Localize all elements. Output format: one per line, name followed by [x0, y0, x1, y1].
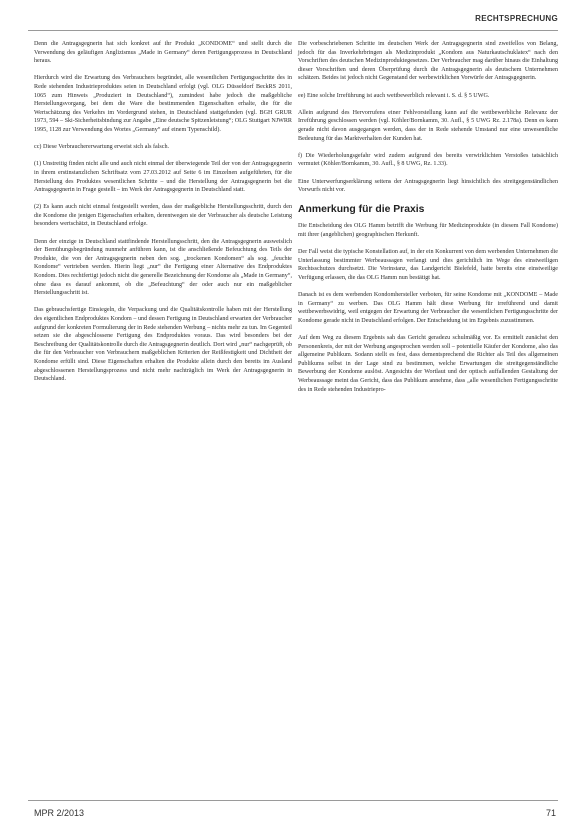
section-label: RECHTSPRECHUNG — [475, 14, 558, 23]
paragraph: Eine Unterwerfungserklärung seitens der Antragsgegnerin liegt hinsichtlich des streitgegenständlichen Vorwurfs nicht vor. — [298, 178, 558, 194]
right-column — [298, 40, 558, 403]
page-header — [0, 0, 580, 34]
paragraph: ee) Eine solche Irreführung ist auch wettbewerblich relevant i. S. d. § 5 UWG. — [298, 92, 490, 99]
paragraph: Denn der einzige in Deutschland stattfindende Herstellungsschritt, den die Antragsgegnerin ausweislich der Bemühungsbegründung nunmehr anführen kann, ist die anschließende Befeuchtung des Teils der Produkte, die von der Antragsgegnerin neben den sog. „trockenen Kondomen“ als sog. „feuchte Kondome“ vertrieben werden. Hierin liegt „nur“ die Fertigung einer Alternative des Endproduktes Kondom. Dies rechtfertigt jedoch nicht die generelle Bezeichnung der Kondome als „Made in Germany“, ohne dass es darauf ankommt, ob die „Befeuchtung“ der oder auch nur ein maßgeblicher Herstellungsschritt ist. — [34, 238, 292, 297]
paragraph: Allein aufgrund des Hervorrufens einer Fehlvorstellung kann auf die wettbewerbliche Relevanz der Irreführung geschlossen werden (vgl. Köhler/Bornkamm, 30. Aufl., § 5 UWG Rz. 2.178a). Denn es kann gerade nicht davon ausgegangen werden, dass der in Rede stehende Umstand nur eine unwesentliche Bedeutung für das Marktverhalten der Kunden hat. — [298, 109, 558, 142]
footer-rule — [28, 800, 558, 801]
paragraph: Danach ist es dem werbenden Kondomhersteller verboten, für seine Kondome mit „KONDOME – Made in Germany“ zu werben. Das OLG Hamm hält diese Werbung für irreführend und damit wettbewerbswidrig, weil entgegen der Erwartung der Verbraucher die wesentlichen Fertigungsschritte der Kondome gerade nicht in Deutschland erfolgen. Der Entscheidung ist im Ergebnis zuzustimmen. — [298, 292, 558, 324]
paragraph: (1) Unstreitig finden nicht alle und auch nicht einmal der überwiegende Teil der von der Antragsgegnerin in ihrem erstinstanzlichen Schriftsatz vom 27.03.2012 auf Seite 6 im Einzelnen aufgeführten, für die Herstellung des Produktes wesentlichen Schritte – und die Herstellung der Antragsgegnerin bei die Antragsgegnerin in Frage gestellt – im Werk der Antragsgegnerin in Deutschland statt. — [34, 161, 292, 194]
paragraph: Das gebrauchsfertige Einsiegeln, die Verpackung und die Qualitätskontrolle haben mit der Herstellung des eigentlichen Endproduktes Kondom – und dessen Fertigung in Deutschland erwarten der Verbraucher aufgrund der konkreten Formulierung der in Rede stehenden Werbung – nichts mehr zu tun. Im Gegenteil setzen sie die abgeschlossene Fertigung des Endproduktes voraus. Das wird besonders bei der Beschreibung der Qualitätskontrolle durch die Antragsgegnerin deutlich. Dort wird „nur“ nachgeprüft, ob die für den Verbraucher von Verbrauchern maßgeblichen Kriterien der Reißfestigkeit und Dichtheit der Kondome erfüllt sind. Diese Eigenschaften erhalten die Produkte allein durch den bereits im Ausland abgeschlossenen Herstellungsprozess und nicht mehr nachträglich im Werk der Antragsgegnerin in Deutschland. — [34, 307, 292, 383]
paragraph: cc) Diese Verbrauchererwartung erweist sich als falsch. — [34, 144, 170, 151]
paragraph: Denn die Antragsgegnerin hat sich konkret auf ihr Produkt „KONDOME“ und stellt durch die Verwendung des geläufigen Anglizismus „Made in Germany“ deren Fertigungsprozess in Deutschland heraus. — [34, 41, 292, 65]
header-rule — [28, 30, 558, 31]
paragraph: Hierdurch wird die Erwartung des Verbrauchers begründet, alle wesentlichen Fertigungsschritte des in Rede stehenden Industrieproduktes seien in Deutschland erfolgt (vgl. OLG Düsseldorf BeckRS 2011, 1065 zum Hinweis „Produziert in Deutschland“), zumindest habe jedoch die maßgebliche Herstellungsvorgang, bei dem die Ware die bestimmenden Eigenschaften erhalte, die für die Wertschätzung des Verkehrs im Vordergrund stehen, in Deutschland stattgefunden (vgl. BGH GRUR 1973, 594 – Ski-Sicherheitsbindung zur Angabe „Eine deutsche Spitzenleistung“; OLG Stuttgart NJWRR 1995, 1128 zur Verwendung des Wortes „Germany“ auf einem Typenschild). — [34, 75, 292, 133]
page-number: 71 — [545, 808, 556, 818]
paragraph: Die Entscheidung des OLG Hamm betrifft die Werbung für Medizinprodukte (in diesem Fall Kondome) mit ihrer (angeblichen) geographischen Herkunft. — [298, 223, 558, 238]
journal-issue: MPR 2/2013 — [34, 808, 85, 818]
left-column — [34, 40, 292, 392]
paragraph: Auf dem Weg zu diesem Ergebnis sah das Gericht geradezu schulmäßig vor. Es ermittelt zunächst den Personenkreis, der mit der Werbung angesprochen werden soll – potentielle Käufer der Kondome, also das allgemeine Publikum. Sodann stellt es fest, dass dementsprechend die Richter als Teil des allgemeinen Publikums selbst in der Lage sind zu bestimmen, welche Erwartungen die streitgegenständliche Bewerbung der Kondome auslöst. Angesichts der Wortlaut und der optisch auffallenden Gestaltung der Werbeaussage meint das Gericht, dass das Publikum annehme, dass „alle wesentlichen Fertigungsschritte des in Rede stehenden Industriepro- — [298, 335, 558, 393]
section-heading: Anmerkung für die Praxis — [298, 204, 425, 216]
paragraph: f) Die Wiederholungsgefahr wird zudem aufgrund des bereits verwirklichten Verstoßes tatsächlich vermutet (Köhler/Bornkamm, 30. Aufl., § 8 UWG, Rz. 1.33). — [298, 152, 558, 168]
paragraph: Die vorbeschriebenen Schritte im deutschen Werk der Antragsgegnerin sind zweifellos von Belang, jedoch für das Inverkehrbringen als Medizinprodukt „Kondom aus Naturkautschuklatex“ nach den Vorschriften des deutschen Medizinproduktegesetzes. Der Verbraucher mag darüber hinaus die Einhaltung dieser Vorschriften und deren Überprüfung durch die Antragsgegnerin als deutschem Unternehmen schätzen. Beides ist jedoch nicht Gegenstand der werbewirklichen Vorwürfe der Antragsgegnerin. — [298, 41, 558, 82]
page-footer — [0, 800, 580, 826]
paragraph: (2) Es kann auch nicht einmal festgestellt werden, dass der maßgebliche Herstellungsschritt, durch den die Kondome die jenigen Eigenschaften erhalten, derentwegen sie der Verbraucher als deutsche Leistung besonders wertschätzt, in Deutschland erfolge. — [34, 204, 292, 228]
paragraph: Der Fall weist die typische Konstellation auf, in der ein Konkurrent von dem werbenden Unternehmen die Unterlassung bestimmter Werbeaussagen verlangt und dies gerichtlich im Wege des einstweiligen Rechtsschutzes durchsetzt. Die Vorinstanz, das Landgericht Bielefeld, hatte bereits eine einstweilige Verfügung erlassen, die das OLG Hamm nun bestätigt hat. — [298, 249, 558, 281]
